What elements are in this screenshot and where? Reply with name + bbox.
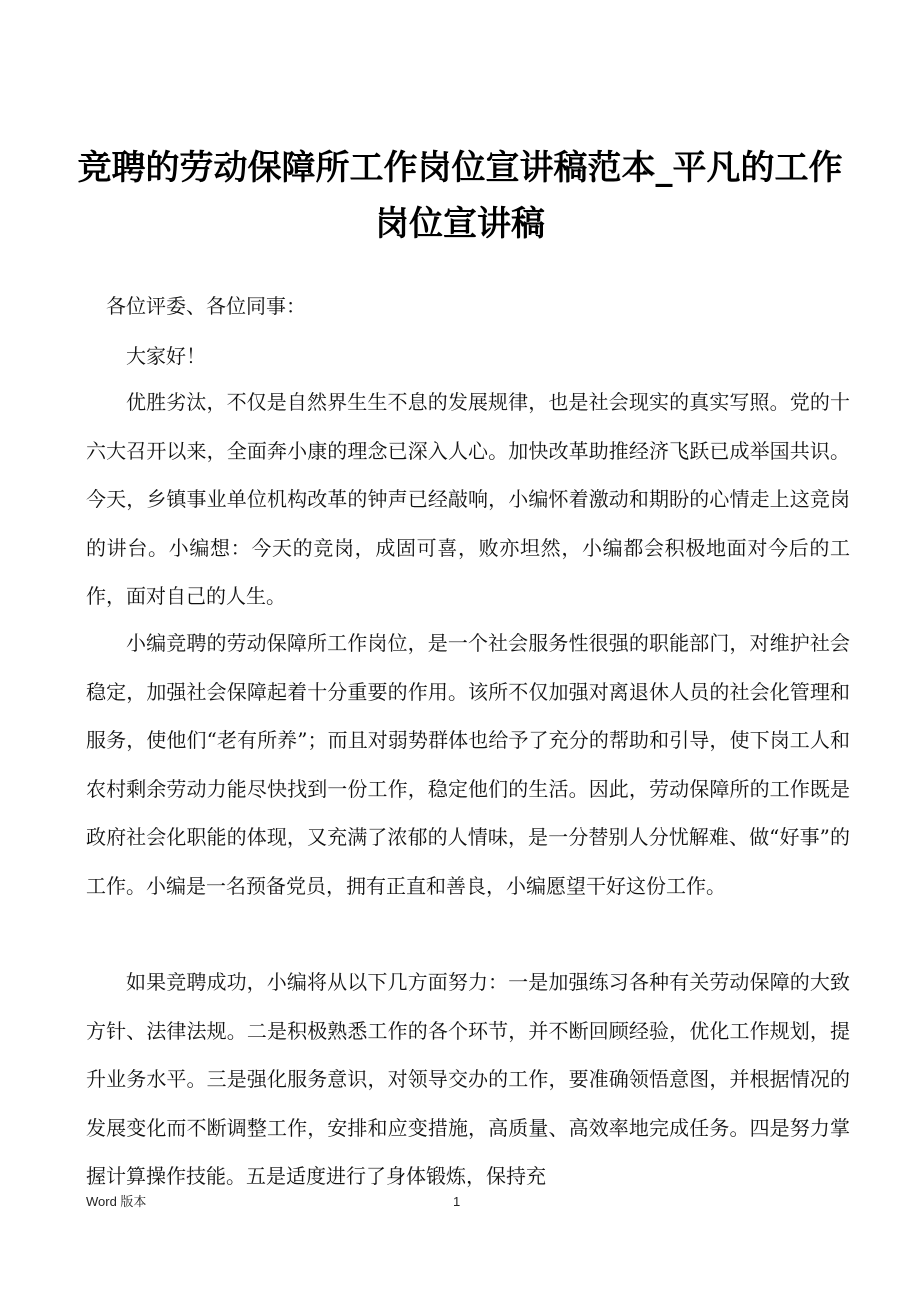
paragraph-3: 如果竞聘成功，小编将从以下几方面努力：一是加强练习各种有关劳动保障的大致方针、法律法规。二是积极熟悉工作的各个环节，并不断回顾经验，优化工作规划，提升业务水平。三是强化服务意识，对领导交办的工作，要准确领悟意图，并根据情况的发展变化而不断调整工作，安排和应变措施，高质量、高效率地完成任务。四是努力掌握计算操作技能。五是适度进行了身体锻炼，保持充: [86, 970, 850, 1189]
footer-page-number: 1: [453, 1194, 461, 1209]
paragraph-2: 小编竞聘的劳动保障所工作岗位，是一个社会服务性很强的职能部门，对维护社会稳定，加强社会保障起着十分重要的作用。该所不仅加强对离退休人员的社会化管理和服务，使他们“老有所养”；而且对弱势群体也给予了充分的帮助和引导，使下岗工人和农村剩余劳动力能尽快找到一份工作，稳定他们的生活。因此，劳动保障所的工作既是政府社会化职能的体现，又充满了浓郁的人情味，是一分替别人分忧解难、做“好事”的工作。小编是一名预备党员，拥有正直和善良，小编愿望干好这份工作。: [86, 631, 850, 898]
document-title: 竞聘的劳动保障所工作岗位宣讲稿范本_平凡的工作岗位宣讲稿: [77, 148, 843, 244]
salutation: 各位评委、各位同事：: [106, 294, 306, 318]
footer-version-label: Word 版本: [86, 1194, 147, 1209]
greeting: 大家好！: [126, 344, 206, 368]
paragraph-1: 优胜劣汰，不仅是自然界生生不息的发展规律，也是社会现实的真实写照。党的十六大召开以来，全面奔小康的理念已深入人心。加快改革助推经济飞跃已成举国共识。今天，乡镇事业单位机构改革的钟声已经敲响，小编怀着激动和期盼的心情走上这竞岗的讲台。小编想：今天的竞岗，成固可喜，败亦坦然，小编都会积极地面对今后的工作，面对自己的人生。: [86, 390, 850, 609]
